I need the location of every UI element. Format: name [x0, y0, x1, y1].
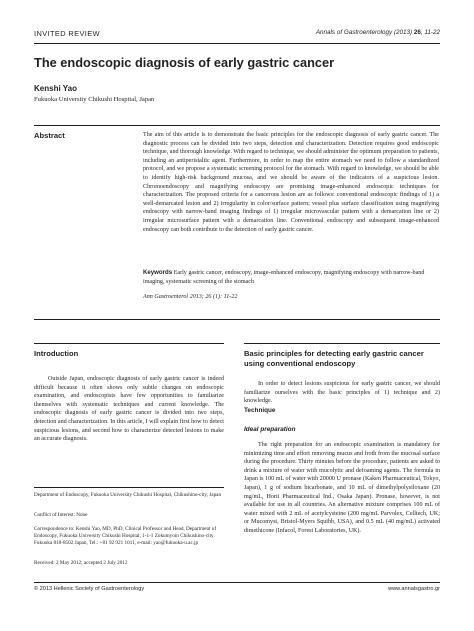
keywords-label: Keywords	[143, 269, 173, 276]
article-title: The endoscopic diagnosis of early gastric cancer	[34, 55, 335, 70]
basic-principles-text: In order to detect lesions suspicious for early gastric cancer, we should familiarize ourselves with the basic principles of 1) technique and 2) knowledge.	[244, 381, 440, 405]
ideal-preparation-heading: Ideal preparation	[244, 426, 296, 433]
introduction-heading: Introduction	[34, 349, 79, 358]
right-column-rule	[244, 343, 440, 344]
keywords-list: Early gastric cancer, endoscopy, image-enhanced endoscopy, magnifying endoscopy with narrow-band imaging, systematic screening of the stomach	[143, 270, 425, 285]
abstract-text: The aim of this article is to demonstrate the basic principles for the endoscopic diagnosis of early gastric cancer. The diagnostic process can be divided into two steps, detection and characterization. Detection requires good endoscopic technique, and thorough knowledge. With regard to technique, we should administer the optimum preparation to patients, including an antiperistaltic agent. Furthermore, in order to map the entire stomach we need to follow a standardized protocol, and we propose a systematic screening protocol for the stomach. With regard to knowledge, we should be able to identify high-risk background mucosa, and we should be aware of the indicators of a suspicious lesion. Chromoendoscopy and magnifying endoscopy are promising image-enhanced endoscopic techniques for characterization. The proposed criteria for a cancerous lesion are as follows: conventional endoscopic findings of 1) a well-demarcated lesion and 2) irregularity in color/surface pattern; vessel plus surface classification using magnifying endoscopy with narrow-band imaging findings of 1) irregular microvascular pattern with a demarcation line or 2) irregular microsurface pattern with a demarcation line. Conventional endoscopy and subsequent image-enhanced endoscopy can both contribute to the detection of early gastric cancer.	[143, 132, 439, 233]
introduction-text: Outside Japan, endoscopic diagnosis of early gastric cancer is indeed difficult because it often shows only subtle changes on endoscopic examination, and endoscopists have few opportunities to familiarize themselves with systematic techniques and current knowledge. The endoscopic diagnosis of early gastric cancer is divided into two steps, detection and characterization. In this article, I will explain first how to detect suspicious lesions, and second how to characterize detected lesions to make an accurate diagnosis.	[34, 376, 224, 443]
journal-name: Annals of Gastroenterology (2013)	[315, 29, 413, 36]
journal-volume: 26	[413, 29, 421, 36]
journal-reference	[316, 29, 440, 36]
footer-rule	[34, 582, 440, 583]
ideal-preparation-text: The right preparation for an endoscopic examination is mandatory for minimizing time and effort removing mucus and froth from the mucosal surface during the procedure. Thirty minutes before the procedure, patients are asked to drink a mixture of water with mucolytic and defoaming agents. The formula in Japan is 100 mL of water with 20000 U pronase (Kaken Pharmaceutical, Tokyo, Japan), 1 g of sodium bicarbonate, and 10 mL of dimethylpolysiloxane (20 mg/mL, Horii Pharmaceutical Ind., Osaka Japan). Pronase, however, is not available for use in all countries. An alternative mixture comprises 100 mL of water mixed with 2 mL of acetylcysteine (200 mg/mL Parvolex, Celltech, UK; or Mucomyst, Bristol-Myers Squibb, USA), and 0.5 mL (40 mg/mL) activated dimethicone (Infacol, Forest Laboratories, UK).	[244, 442, 440, 534]
footnote-department: Department of Endoscopy, Fukuoka University Chikushi Hospital, Chikushino-city, Japan	[34, 492, 222, 498]
footnote-rule	[34, 487, 224, 488]
abstract-top-rule	[34, 125, 440, 126]
technique-heading: Technique	[244, 407, 276, 414]
journal-pages: , 11-22	[420, 29, 440, 36]
section-label: INVITED REVIEW	[34, 29, 100, 38]
citation: Ann Gastroenterol 2013; 26 (1): 11-22	[143, 294, 238, 300]
footnote-conflict: Conflict of Interest: None	[34, 512, 88, 518]
author-affiliation: Fukuoka University Chikushi Hospital, Japan	[34, 96, 155, 103]
footnote-received: Received: 2 May 2012; accepted 2 July 2012	[34, 560, 128, 566]
basic-principles-heading: Basic principles for detecting early gastric cancer using conventional endoscopy	[244, 349, 424, 368]
left-column-rule	[34, 343, 224, 344]
author-name: Kenshi Yao	[34, 84, 77, 93]
copyright: © 2013 Hellenic Society of Gastroenterology	[34, 586, 145, 592]
abstract-heading: Abstract	[34, 131, 65, 140]
keywords	[143, 269, 439, 286]
footnote-correspondence: Correspondence to: Kenshi Yao, MD, PhD, Clinical Professor and Head, Department of Endoscopy, Fukuoka University Chikushi Hospital, 1-1-1 Zokumyoin Chikushino-city Fukuoka 818-8502 Japan, Tel.: +81 92 921 1011, e-mail: yao@fukuoka-u.ac.jp	[34, 526, 217, 546]
header-rule	[34, 43, 440, 44]
abstract-bottom-rule	[34, 319, 440, 320]
journal-website[interactable]: www.annalsgastro.gr	[388, 586, 440, 592]
